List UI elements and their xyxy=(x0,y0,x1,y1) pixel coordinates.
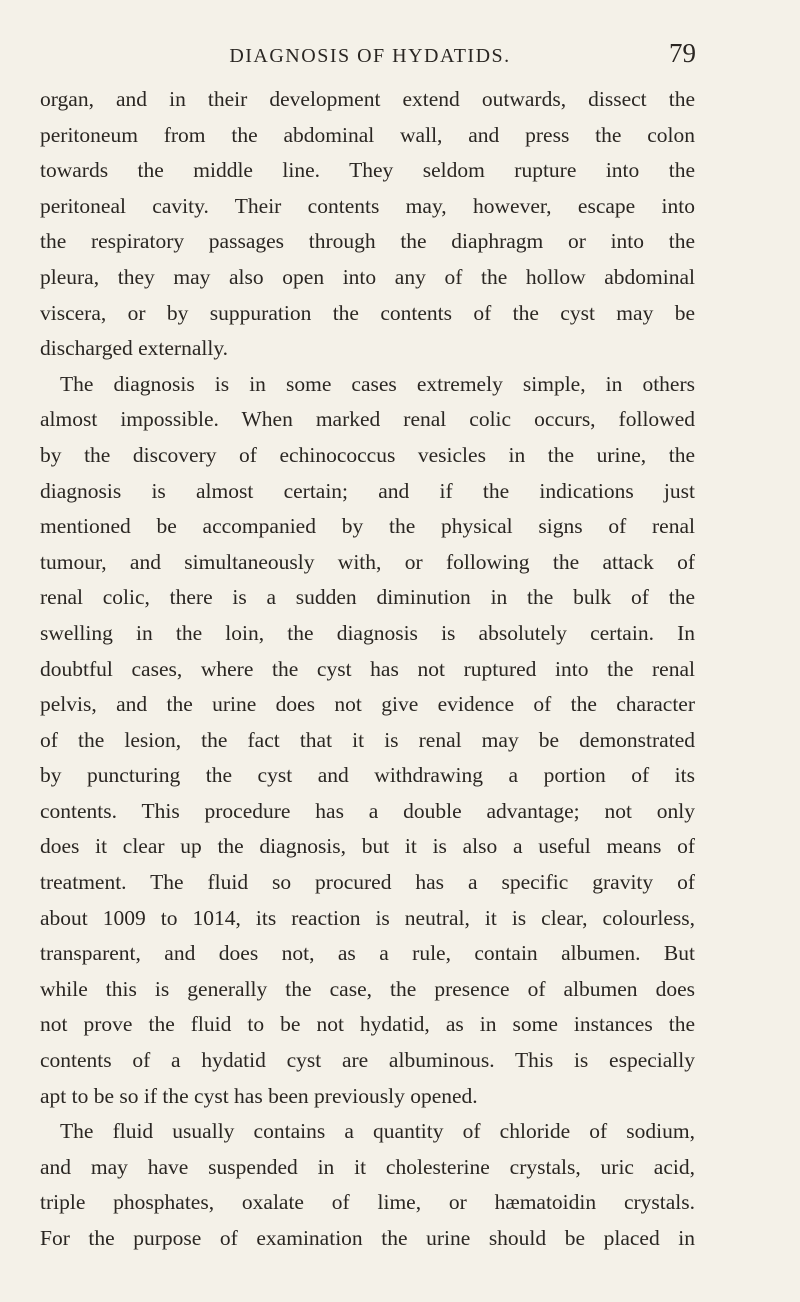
running-title: DIAGNOSIS OF HYDATIDS. xyxy=(229,45,511,67)
text-line: doubtful cases, where the cyst has not ruptured into the renal xyxy=(40,656,695,681)
body-text xyxy=(40,82,695,1257)
text-line: does it clear up the diagnosis, but it is also a useful means of xyxy=(40,834,695,859)
page-number: 79 xyxy=(669,38,696,68)
text-line: swelling in the loin, the diagnosis is absolutely certain. In xyxy=(40,620,695,645)
text-line: pleura, they may also open into any of the hollow abdominal xyxy=(40,264,695,289)
text-line: contents of a hydatid cyst are albuminous. This is especially xyxy=(40,1048,695,1073)
text-line: contents. This procedure has a double advantage; not only xyxy=(40,798,695,823)
text-line: renal colic, there is a sudden diminution in the bulk of the xyxy=(40,585,695,610)
text-line: treatment. The fluid so procured has a specific gravity of xyxy=(40,870,695,895)
running-head xyxy=(44,40,696,70)
text-line: triple phosphates, oxalate of lime, or hæmatoidin crystals. xyxy=(40,1190,695,1215)
text-line: almost impossible. When marked renal colic occurs, followed xyxy=(40,407,695,432)
text-line: about 1009 to 1014, its reaction is neutral, it is clear, colourless, xyxy=(40,905,695,930)
text-line: pelvis, and the urine does not give evidence of the character xyxy=(40,692,695,717)
text-line: by puncturing the cyst and withdrawing a portion of its xyxy=(40,763,695,788)
text-line: peritoneal cavity. Their contents may, however, escape into xyxy=(40,193,695,218)
text-line: diagnosis is almost certain; and if the indications just xyxy=(40,478,695,503)
text-line: the respiratory passages through the diaphragm or into the xyxy=(40,229,695,254)
text-line: mentioned be accompanied by the physical signs of renal xyxy=(40,514,695,539)
text-line: of the lesion, the fact that it is renal may be demonstrated xyxy=(40,727,695,752)
text-line: and may have suspended in it cholesterine crystals, uric acid, xyxy=(40,1154,695,1179)
text-line: transparent, and does not, as a rule, contain albumen. But xyxy=(40,941,695,966)
text-line: For the purpose of examination the urine should be placed in xyxy=(40,1226,695,1250)
text-line: organ, and in their development extend outwards, dissect the xyxy=(40,87,695,111)
text-line: The diagnosis is in some cases extremely simple, in others xyxy=(60,371,695,396)
text-line: tumour, and simultaneously with, or following the attack of xyxy=(40,549,695,574)
text-line: by the discovery of echinococcus vesicles in the urine, the xyxy=(40,442,695,467)
text-line: discharged externally. xyxy=(40,336,229,361)
text-line: viscera, or by suppuration the contents of the cyst may be xyxy=(40,300,695,325)
text-line: not prove the fluid to be not hydatid, as in some instances the xyxy=(40,1012,695,1037)
text-line: apt to be so if the cyst has been previously opened. xyxy=(40,1083,478,1108)
text-line: while this is generally the case, the presence of albumen does xyxy=(40,976,695,1001)
text-line: towards the middle line. They seldom rupture into the xyxy=(40,158,695,183)
text-line: peritoneum from the abdominal wall, and press the colon xyxy=(40,122,695,147)
text-line: The fluid usually contains a quantity of chloride of sodium, xyxy=(60,1119,695,1144)
